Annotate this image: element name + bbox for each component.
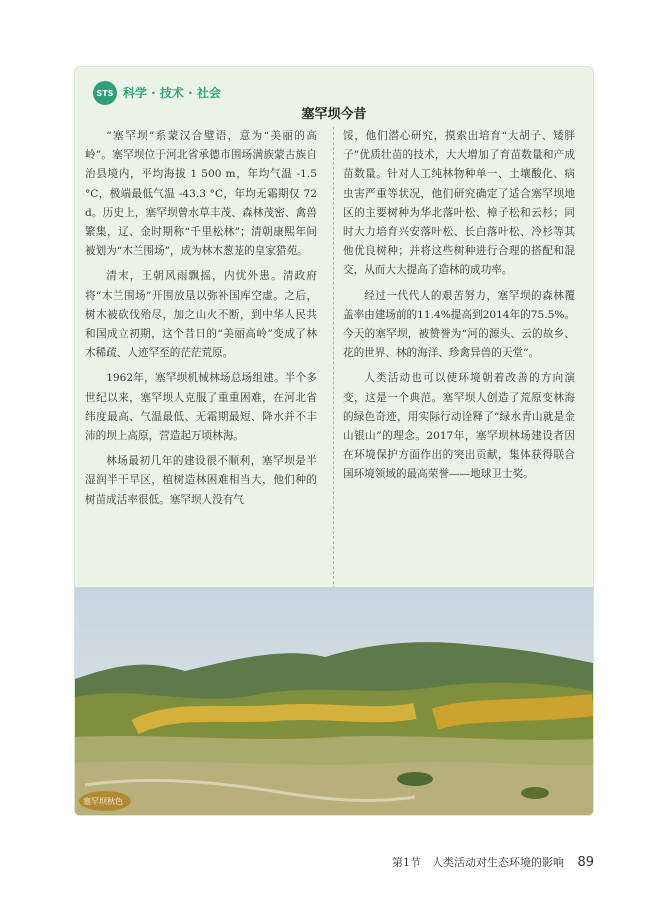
paragraph: 人类活动也可以使环境朝着改善的方向演变，这是一个典范。塞罕坝人创造了荒原变林海的绿色奇迹，用实际行动诠释了“绿水青山就是金山银山”的理念。2017年，塞罕坝林场建设者因在环境保护方面作出的突出贡献，集体获得联合国环境领域的最高荣誉——地球卫士奖。 — [343, 372, 575, 481]
landscape-photo-svg — [75, 587, 593, 815]
paragraph: 经过一代代人的艰苦努力，塞罕坝的森林覆盖率由建场前的11.4%提高到2014年的75.5%。今天的塞罕坝，被赞誉为“河的源头、云的故乡、花的世界、林的海洋、珍禽异兽的天堂”。 — [343, 289, 575, 360]
paragraph: “塞罕坝”系蒙汉合璧语，意为“美丽的高岭”。塞罕坝位于河北省承德市围场满族蒙古族自治县境内，平均海拔 1 500 m，年均气温 -1.5 °C，极端最低气温 -43.3 °C，年均无霜期仅 72 d。历史上，塞罕坝曾水草丰茂、森林茂密、禽兽繁集，辽、金时期称“千里松林”；清朝康熙年间被划为“木兰围场”，成为林木葱茏的皇家猎苑。 — [85, 130, 317, 258]
paragraph-continuation: 馁，他们潜心研究，摸索出培育“大胡子、矮胖子”优质壮苗的技术，大大增加了育苗数量和产成苗数量。针对人工纯林物种单一、土壤酸化、病虫害严重等状况，他们研究确定了适合塞罕坝地区的主要树种为华北落叶松、樟子松和云杉；同时大力培育兴安落叶松、长白落叶松、冷杉等其他优良树种；并将这些树种进行合理的搭配和混交，从而大大提高了造林的成功率。 — [343, 130, 575, 277]
landscape-photo — [75, 587, 593, 815]
left-column — [85, 127, 317, 516]
page-footer — [392, 854, 594, 870]
paragraph: 林场最初几年的建设很不顺利，塞罕坝是半湿润半干旱区，植树造林困难相当大，他们种的树苗成活率很低。塞罕坝人没有气 — [85, 455, 317, 506]
article-title: 塞罕坝今昔 — [301, 107, 367, 122]
sts-logo-icon: STS — [93, 81, 117, 105]
paragraph: 清末，王朝风雨飘摇，内忧外患。清政府将“木兰围场”开围放垦以弥补国库空虚。之后，树木被砍伐殆尽，加之山火不断，到中华人民共和国成立初期，这个昔日的“美丽高岭”变成了林木稀疏、人迹罕至的茫茫荒原。 — [85, 270, 317, 360]
sts-panel — [74, 66, 594, 816]
section-label: 科学 · 技术 · 社会 — [123, 86, 221, 100]
right-column — [343, 127, 575, 491]
column-divider — [333, 127, 334, 589]
paragraph: 1962年，塞罕坝机械林场总场组建。半个多世纪以来，塞罕坝人克服了重重困难，在河北省纬度最高、气温最低、无霜期最短、降水并不丰沛的坝上高原，营造起万顷林海。 — [85, 372, 317, 443]
photo-caption: 塞罕坝秋色 — [83, 797, 123, 806]
footer-section-title: 第1节 人类活动对生态环境的影响 — [391, 856, 564, 869]
page-number: 89 — [577, 855, 594, 870]
